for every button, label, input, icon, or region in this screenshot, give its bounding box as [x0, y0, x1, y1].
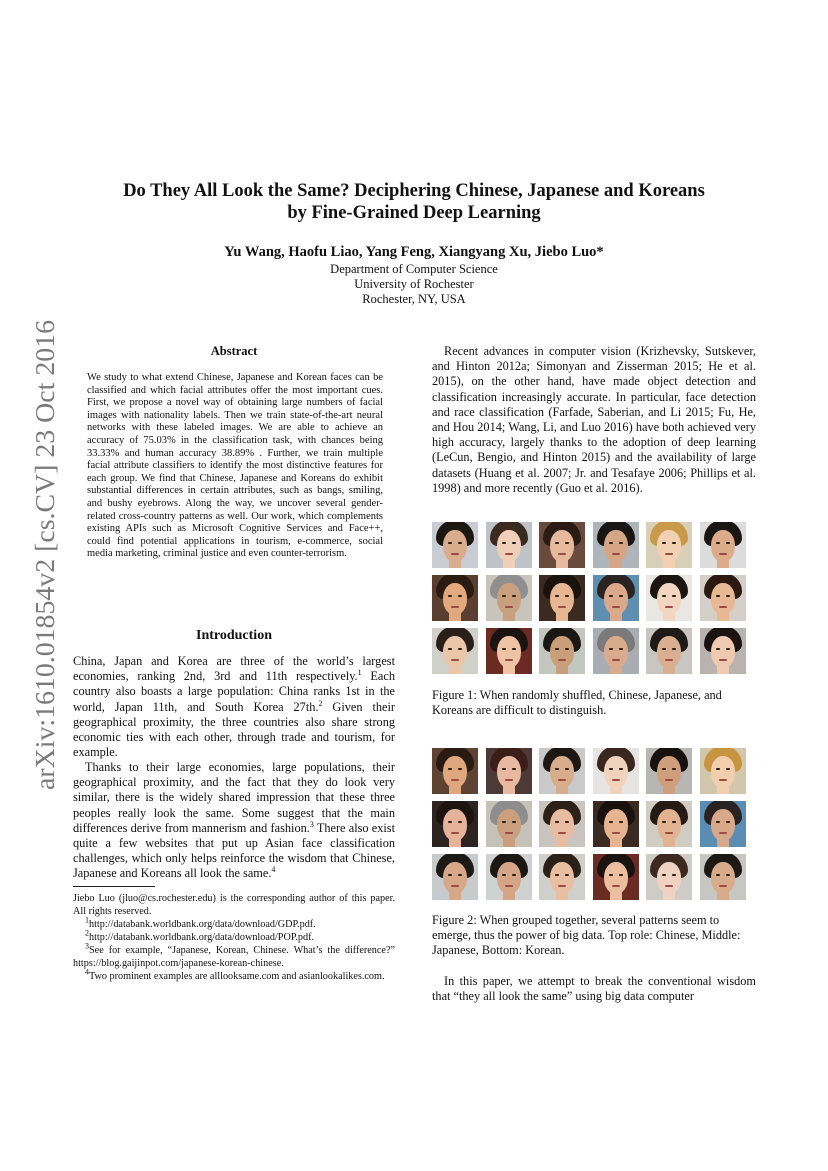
figure-1-face-grid: [432, 522, 746, 674]
figure-2-face-photo: [593, 801, 639, 847]
face: [711, 583, 735, 615]
figure-1-face-photo: [539, 575, 585, 621]
figure-2-face-photo: [593, 748, 639, 794]
mouth: [558, 659, 566, 661]
left-eye: [555, 595, 559, 597]
right-eye: [726, 542, 730, 544]
mouth: [558, 606, 566, 608]
mouth: [505, 553, 513, 555]
figure-1-face-photo: [593, 575, 639, 621]
mouth: [505, 606, 513, 608]
right-eye: [565, 768, 569, 770]
right-eye: [619, 648, 623, 650]
intro-p2-text-a: Thanks to their large economies, large populations, their geographical proximity, and the fact that they do look very similar, there is the widely shared impression that these three peoples really look the same. Some suggest that the main differences derive from mannerism and fashion.: [73, 760, 395, 835]
figure-1-face-photo: [539, 628, 585, 674]
left-eye: [609, 648, 613, 650]
face: [657, 809, 681, 841]
face: [657, 583, 681, 615]
intro-p1-text-b: Each country also boasts a large population: China ranks 1st in the world, Japan 11th, and South Korea 27th.: [73, 669, 395, 714]
footnote-4-mark: 4: [85, 967, 89, 977]
left-eye: [502, 595, 506, 597]
mouth: [719, 606, 727, 608]
mouth: [558, 779, 566, 781]
mouth: [505, 659, 513, 661]
face: [443, 530, 467, 562]
abstract-heading: Abstract: [210, 344, 258, 358]
figure-1-face-photo: [700, 628, 746, 674]
figure-2-face-grid: [432, 748, 746, 900]
left-eye: [448, 874, 452, 876]
left-eye: [555, 768, 559, 770]
face: [443, 809, 467, 841]
footnote-ref-1: 1: [357, 668, 362, 678]
left-eye: [502, 648, 506, 650]
figure-2-face-photo: [486, 748, 532, 794]
figure-2-face-photo: [646, 801, 692, 847]
intro-paragraph-1: [73, 654, 395, 760]
figure-1-face-photo: [593, 522, 639, 568]
right-eye: [512, 821, 516, 823]
left-eye: [555, 874, 559, 876]
left-eye: [716, 821, 720, 823]
footnote-1: [73, 915, 395, 931]
arxiv-identifier-text: arXiv:1610.01854v2 [cs.CV] 23 Oct 2016: [30, 334, 60, 790]
mouth: [451, 779, 459, 781]
face: [604, 862, 628, 894]
arxiv-identifier: [8, 320, 68, 790]
footnotes: [73, 892, 395, 983]
left-eye: [662, 542, 666, 544]
right-eye: [458, 542, 462, 544]
right-eye: [565, 648, 569, 650]
left-eye: [662, 874, 666, 876]
left-eye: [609, 768, 613, 770]
left-eye: [448, 768, 452, 770]
right-eye: [512, 768, 516, 770]
right-eye: [672, 648, 676, 650]
right-eye: [458, 821, 462, 823]
footnote-2-mark: 2: [85, 928, 89, 938]
face: [711, 636, 735, 668]
mouth: [665, 606, 673, 608]
left-eye: [502, 542, 506, 544]
face: [657, 756, 681, 788]
face: [497, 583, 521, 615]
figure-1-face-photo: [646, 575, 692, 621]
figure-2-face-photo: [700, 854, 746, 900]
mouth: [665, 832, 673, 834]
face: [657, 636, 681, 668]
figure-2-face-photo: [432, 854, 478, 900]
right-eye: [458, 595, 462, 597]
affiliation-department: Department of Computer Science: [330, 262, 498, 276]
right-eye: [458, 648, 462, 650]
intro-p2-text-b: There also exist quite a few websites that put up Asian face classification challenges, which only helps reinforce the wisdom that Chinese, Japanese and Koreans all look the same.: [73, 820, 395, 881]
footnote-3-mark: 3: [85, 941, 89, 951]
face: [497, 636, 521, 668]
footnote-ref-2: 2: [318, 698, 323, 708]
face: [443, 636, 467, 668]
mouth: [719, 885, 727, 887]
introduction-heading: Introduction: [196, 628, 272, 643]
mouth: [505, 832, 513, 834]
right-eye: [672, 874, 676, 876]
face: [604, 636, 628, 668]
right-eye: [672, 542, 676, 544]
left-eye: [448, 648, 452, 650]
figure-2-face-photo: [700, 748, 746, 794]
figure-2-face-photo: [432, 748, 478, 794]
left-eye: [502, 821, 506, 823]
footnote-2-text: http://databank.worldbank.org/data/download/POP.pdf.: [89, 932, 315, 943]
footnote-2: [73, 928, 395, 944]
affiliation-location: Rochester, NY, USA: [362, 292, 466, 306]
left-eye: [609, 595, 613, 597]
mouth: [612, 553, 620, 555]
left-eye: [662, 768, 666, 770]
face: [550, 530, 574, 562]
right-eye: [512, 595, 516, 597]
left-eye: [716, 542, 720, 544]
intro-p1-text-a: China, Japan and Korea are three of the world’s largest economies, ranking 2nd, 3rd and 11th respectively.: [73, 654, 395, 684]
face: [497, 530, 521, 562]
figure-2-face-photo: [646, 748, 692, 794]
figure-1-face-photo: [539, 522, 585, 568]
mouth: [451, 832, 459, 834]
mouth: [612, 606, 620, 608]
right-eye: [726, 595, 730, 597]
right-eye: [458, 874, 462, 876]
footnote-4: [73, 967, 395, 983]
footnote-ref-4: 4: [271, 865, 276, 875]
face: [711, 809, 735, 841]
footnote-divider: [73, 886, 155, 887]
paper-title-line-2: by Fine-Grained Deep Learning: [287, 203, 541, 223]
footnote-4-text: Two prominent examples are alllooksame.com and asianlookalikes.com.: [89, 971, 385, 982]
face: [443, 583, 467, 615]
figure-2-face-photo: [486, 854, 532, 900]
figure-2-face-photo: [646, 854, 692, 900]
face: [443, 862, 467, 894]
mouth: [558, 553, 566, 555]
left-eye: [502, 768, 506, 770]
mouth: [558, 885, 566, 887]
mouth: [719, 553, 727, 555]
figure-1-face-photo: [486, 522, 532, 568]
face: [497, 756, 521, 788]
paragraph-in-this-paper: In this paper, we attempt to break the conventional wisdom that “they all look the same” using big data computer: [432, 974, 756, 1004]
footnote-corresponding: Jiebo Luo (jluo@cs.rochester.edu) is the corresponding author of this paper. All rights reserved.: [73, 893, 395, 917]
face: [657, 862, 681, 894]
face: [604, 583, 628, 615]
right-eye: [726, 821, 730, 823]
intro-p1-text-c: Given their geographical proximity, the three countries also share strong economic ties with each other, through trade and tourism, for example.: [73, 699, 395, 760]
face: [497, 862, 521, 894]
face: [711, 756, 735, 788]
figure-1-face-photo: [700, 522, 746, 568]
figure-1-face-photo: [646, 522, 692, 568]
right-eye: [458, 768, 462, 770]
mouth: [612, 832, 620, 834]
intro-paragraph-2: [73, 760, 395, 882]
right-eye: [726, 648, 730, 650]
face: [550, 636, 574, 668]
figure-2-face-photo: [432, 801, 478, 847]
right-eye: [672, 595, 676, 597]
figure-1-face-photo: [646, 628, 692, 674]
mouth: [451, 659, 459, 661]
arxiv-identifier-graphic: [8, 320, 68, 790]
left-eye: [716, 874, 720, 876]
figure-2-face-photo: [539, 854, 585, 900]
left-eye: [662, 821, 666, 823]
figure-2-caption: Figure 2: When grouped together, several patterns seem to emerge, thus the power of big data. Top role: Chinese, Middle: Japanese, Bottom: Korean.: [432, 913, 741, 958]
right-eye: [565, 874, 569, 876]
mouth: [558, 832, 566, 834]
face: [657, 530, 681, 562]
figure-2-face-photo: [486, 801, 532, 847]
right-eye: [512, 542, 516, 544]
figure-2-face-photo: [539, 748, 585, 794]
figure-1-face-photo: [432, 575, 478, 621]
face: [604, 756, 628, 788]
mouth: [665, 553, 673, 555]
mouth: [612, 885, 620, 887]
author-list: Yu Wang, Haofu Liao, Yang Feng, Xiangyang Xu, Jiebo Luo*: [224, 244, 604, 260]
left-eye: [448, 542, 452, 544]
footnote-3: [73, 941, 395, 970]
left-eye: [662, 648, 666, 650]
right-eye: [672, 768, 676, 770]
abstract-text: We study to what extend Chinese, Japanese and Korean faces can be classified and which facial attributes offer the most important cues. First, we propose a novel way of obtaining large numbers of facial images with nationality labels. Then we train state-of-the-art neural networks with these labeled images. We are able to achieve an accuracy of 75.03% in the classification task, with chances being 33.33% and human accuracy 38.89% . Further, we train multiple facial attribute classifiers to identify the most distinctive features for each group. We find that Chinese, Japanese and Koreans do exhibit substantial differences in certain attributes, such as bangs, smiling, and bushy eyebrows. Along the way, we uncover several gender-related cross-country patterns as well. Our work, which complements existing APIs such as Microsoft Cognitive Services and Face++, could find potential applications in tourism, e-commerce, social media marketing, criminal justice and even counter-terrorism.: [87, 372, 383, 560]
mouth: [719, 779, 727, 781]
left-eye: [609, 874, 613, 876]
left-eye: [448, 595, 452, 597]
left-eye: [502, 874, 506, 876]
right-eye: [565, 595, 569, 597]
right-eye: [565, 821, 569, 823]
affiliation-university: University of Rochester: [354, 277, 474, 291]
mouth: [451, 553, 459, 555]
figure-1-face-photo: [432, 522, 478, 568]
left-eye: [716, 648, 720, 650]
figure-1-face-photo: [593, 628, 639, 674]
figure-2-face-photo: [593, 854, 639, 900]
left-eye: [716, 768, 720, 770]
figure-2-face-photo: [539, 801, 585, 847]
footnote-1-text: http://databank.worldbank.org/data/download/GDP.pdf.: [89, 919, 316, 930]
mouth: [451, 885, 459, 887]
figure-1-face-photo: [486, 575, 532, 621]
mouth: [612, 779, 620, 781]
face: [497, 809, 521, 841]
left-eye: [555, 821, 559, 823]
face: [550, 862, 574, 894]
mouth: [665, 779, 673, 781]
paper-title-line-1: Do They All Look the Same? Deciphering Chinese, Japanese and Koreans: [123, 181, 705, 201]
left-eye: [662, 595, 666, 597]
face: [443, 756, 467, 788]
footnote-3-text: See for example, “Japanese, Korean, Chinese. What’s the difference?” https://blog.gaijinpot.com/japanese-korean-chinese.: [73, 945, 395, 969]
left-eye: [716, 595, 720, 597]
mouth: [505, 779, 513, 781]
left-eye: [448, 821, 452, 823]
right-eye: [726, 768, 730, 770]
figure-1-face-photo: [432, 628, 478, 674]
right-eye: [619, 542, 623, 544]
figure-1-caption: Figure 1: When randomly shuffled, Chinese, Japanese, and Koreans are difficult to distinguish.: [432, 688, 722, 718]
right-eye: [619, 768, 623, 770]
footnote-1-mark: 1: [85, 915, 89, 925]
left-eye: [609, 542, 613, 544]
face: [711, 862, 735, 894]
left-eye: [555, 542, 559, 544]
face: [711, 530, 735, 562]
face: [604, 530, 628, 562]
right-eye: [619, 821, 623, 823]
right-eye: [512, 648, 516, 650]
footnote-ref-3: 3: [309, 819, 314, 829]
mouth: [505, 885, 513, 887]
figure-2-face-photo: [700, 801, 746, 847]
right-eye: [565, 542, 569, 544]
right-eye: [619, 874, 623, 876]
left-eye: [609, 821, 613, 823]
right-eye: [512, 874, 516, 876]
face: [550, 756, 574, 788]
right-eye: [619, 595, 623, 597]
mouth: [451, 606, 459, 608]
left-eye: [555, 648, 559, 650]
right-eye: [672, 821, 676, 823]
mouth: [612, 659, 620, 661]
mouth: [719, 832, 727, 834]
paragraph-recent-advances: Recent advances in computer vision (Krizhevsky, Sutskever, and Hinton 2012a; Simonyan and Zisserman 2015; He et al. 2015), on the other hand, have made object detection and classification increasingly accurate. In particular, face detection and race classification (Farfade, Saberian, and Li 2015; Fu, He, and Hou 2014; Wang, Li, and Luo 2016) have both achieved very high accuracy, largely thanks to the adoption of deep learning (LeCun, Bengio, and Hinton 2015) and the availability of large datasets (Huang et al. 2007; Jr. and Tesafaye 2006; Phillips et al. 1998) and more recently (Guo et al. 2016).: [432, 344, 756, 495]
right-eye: [726, 874, 730, 876]
mouth: [719, 659, 727, 661]
figure-1-face-photo: [700, 575, 746, 621]
paper-title: [60, 180, 768, 224]
mouth: [665, 885, 673, 887]
mouth: [665, 659, 673, 661]
face: [604, 809, 628, 841]
face: [550, 809, 574, 841]
face: [550, 583, 574, 615]
figure-1-face-photo: [486, 628, 532, 674]
